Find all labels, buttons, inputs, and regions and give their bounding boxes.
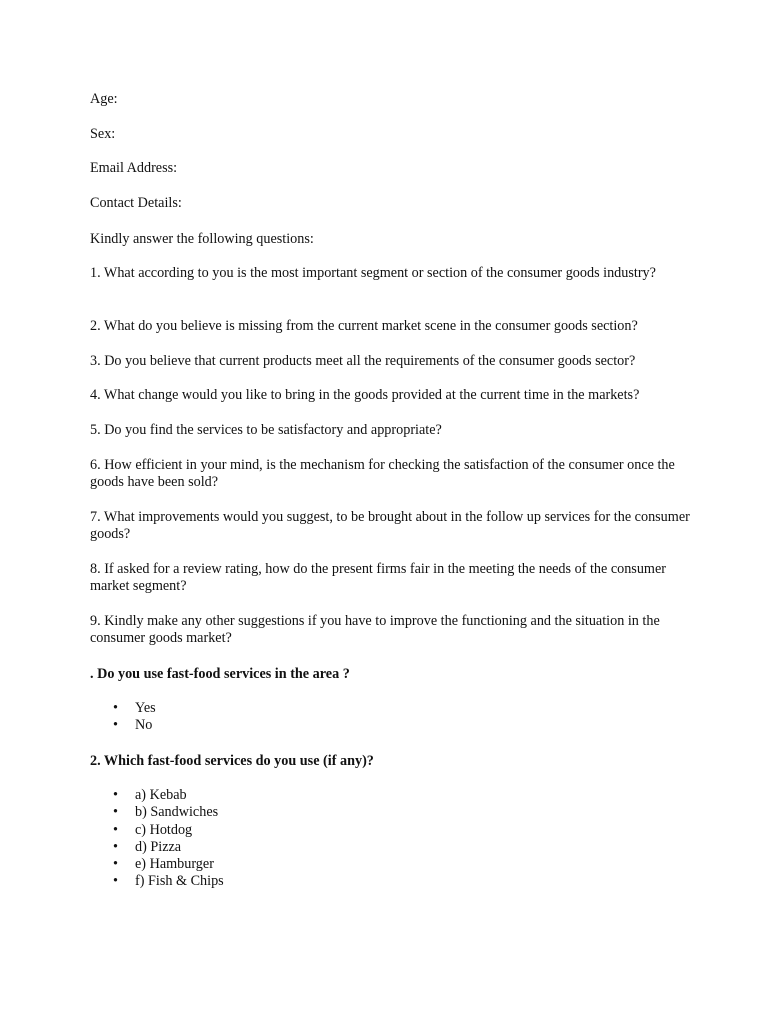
option-label: a) Kebab [135, 787, 187, 803]
question-8: 8. If asked for a review rating, how do the present firms fair in the meeting the needs of the consumer market segment? [90, 561, 666, 594]
list-item [90, 839, 650, 856]
question-2: 2. What do you believe is missing from the current market scene in the consumer goods section? [90, 318, 638, 334]
sex-field-label: Sex: [90, 126, 116, 142]
bullet-icon: • [113, 873, 118, 890]
age-field-label: Age: [90, 91, 118, 107]
option-label: No [135, 717, 153, 734]
fastfood-question-2-options [90, 787, 650, 891]
question-7: 7. What improvements would you suggest, to be brought about in the follow up services for the consumer goods? [90, 509, 690, 542]
email-field-label: Email Address: [90, 160, 178, 176]
option-label: c) Hotdog [135, 821, 193, 838]
questions-intro: Kindly answer the following questions: [90, 231, 314, 247]
question-1: 1. What according to you is the most important segment or section of the consumer goods industry? [90, 265, 656, 281]
bullet-icon: • [113, 838, 118, 855]
list-item [90, 804, 650, 821]
fastfood-question-2: 2. Which fast-food services do you use (if any)? [90, 753, 374, 769]
bullet-icon: • [113, 804, 118, 821]
question-6: 6. How efficient in your mind, is the mechanism for checking the satisfaction of the consumer once the goods have been sold? [90, 457, 675, 490]
option-label: f) Fish & Chips [135, 873, 224, 890]
bullet-icon: • [113, 787, 118, 803]
bullet-icon: • [113, 700, 118, 716]
bullet-icon: • [113, 821, 118, 838]
bullet-icon: • [113, 717, 118, 734]
option-label: b) Sandwiches [135, 804, 219, 821]
question-3: 3. Do you believe that current products meet all the requirements of the consumer goods sector? [90, 353, 636, 369]
list-item [90, 856, 650, 873]
list-item [90, 717, 650, 734]
list-item [90, 873, 650, 890]
fastfood-question-1: . Do you use fast-food services in the area ? [90, 666, 350, 682]
option-label: d) Pizza [135, 838, 182, 855]
list-item [90, 700, 650, 717]
fastfood-question-1-options [90, 700, 650, 735]
list-item [90, 822, 650, 839]
question-9: 9. Kindly make any other suggestions if you have to improve the functioning and the situation in the consumer goods market? [90, 613, 660, 646]
option-label: e) Hamburger [135, 856, 214, 873]
list-item [90, 787, 650, 804]
question-4: 4. What change would you like to bring in the goods provided at the current time in the markets? [90, 387, 640, 403]
bullet-icon: • [113, 856, 118, 873]
option-label: Yes [135, 700, 156, 716]
question-5: 5. Do you find the services to be satisfactory and appropriate? [90, 422, 442, 438]
contact-details-field-label: Contact Details: [90, 195, 182, 211]
